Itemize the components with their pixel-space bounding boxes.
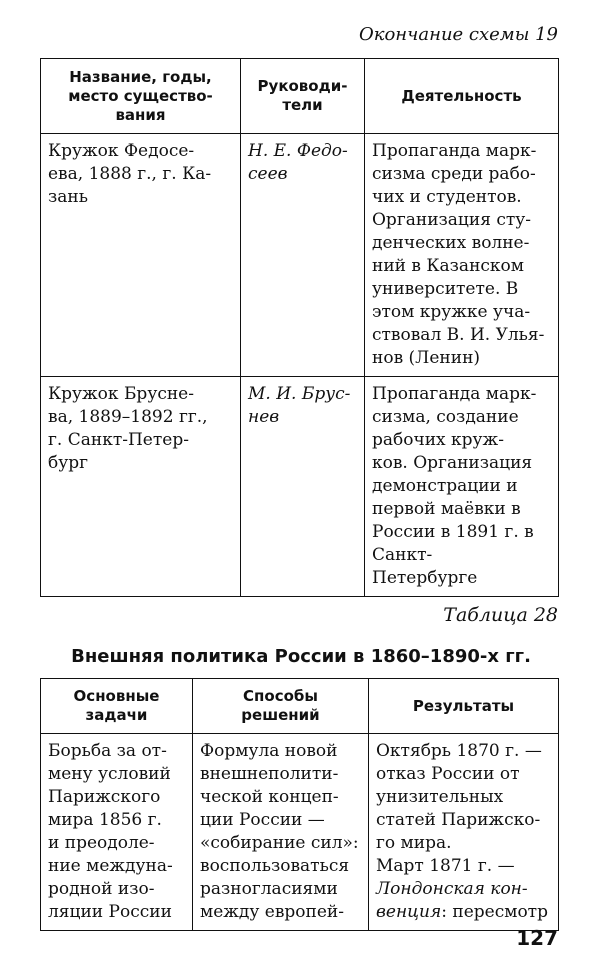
page-number: 127 [516,926,558,950]
header-tasks: Основные задачи [41,679,193,734]
leader-cell: М. И. Брус- нев [241,377,365,597]
header-methods: Способы решений [193,679,369,734]
convention-italic: венция [376,902,442,922]
table-number-caption: Таблица 28 [443,604,558,626]
results-cell: Октябрь 1870 г. — отказ России от унизительных статей Парижско- го мира. Март 1871 г. — Лондонская кон- венция: пересмотр [369,734,559,931]
scheme-continuation-caption: Окончание схемы 19 [358,24,558,45]
foreign-policy-table [40,678,559,931]
table-title: Внешняя политика России в 1860–1890-х гг. [71,646,531,667]
table-row [41,734,559,931]
header-circle: Название, годы, место существо- вания [41,59,241,134]
table-row [41,377,559,597]
revolutionary-circles-table [40,58,559,597]
activity-cell: Пропаганда марк- сизма, создание рабочих круж- ков. Организация демонстрации и первой маёвки в России в 1891 г. в Санкт- Петербурге [365,377,559,597]
circle-cell: Кружок Бруснe- ва, 1889–1892 гг., г. Санкт-Петер- бург [41,377,241,597]
header-leaders: Руководи- тели [241,59,365,134]
london-convention-italic: Лондонская кон- [376,879,528,899]
circle-cell: Кружок Федосе- ева, 1888 г., г. Ка- зань [41,134,241,377]
methods-cell: Формула новой внешнеполити- ческой концеп- ции России — «собирание сил»: воспользоваться разногласиями между европей- [193,734,369,931]
header-results: Результаты [369,679,559,734]
leader-cell: Н. Е. Федо- сеев [241,134,365,377]
activity-cell: Пропаганда марк- сизма среди рабо- чих и студентов. Организация сту- денческих волне- ний в Казанском университете. В этом кружке уча- ствовал В. И. Улья- нов (Ленин) [365,134,559,377]
tasks-cell: Борьба за от- мену условий Парижского мира 1856 г. и преодоле- ние междуна- родной изо- ляции России [41,734,193,931]
table-row [41,134,559,377]
header-activity: Деятельность [365,59,559,134]
